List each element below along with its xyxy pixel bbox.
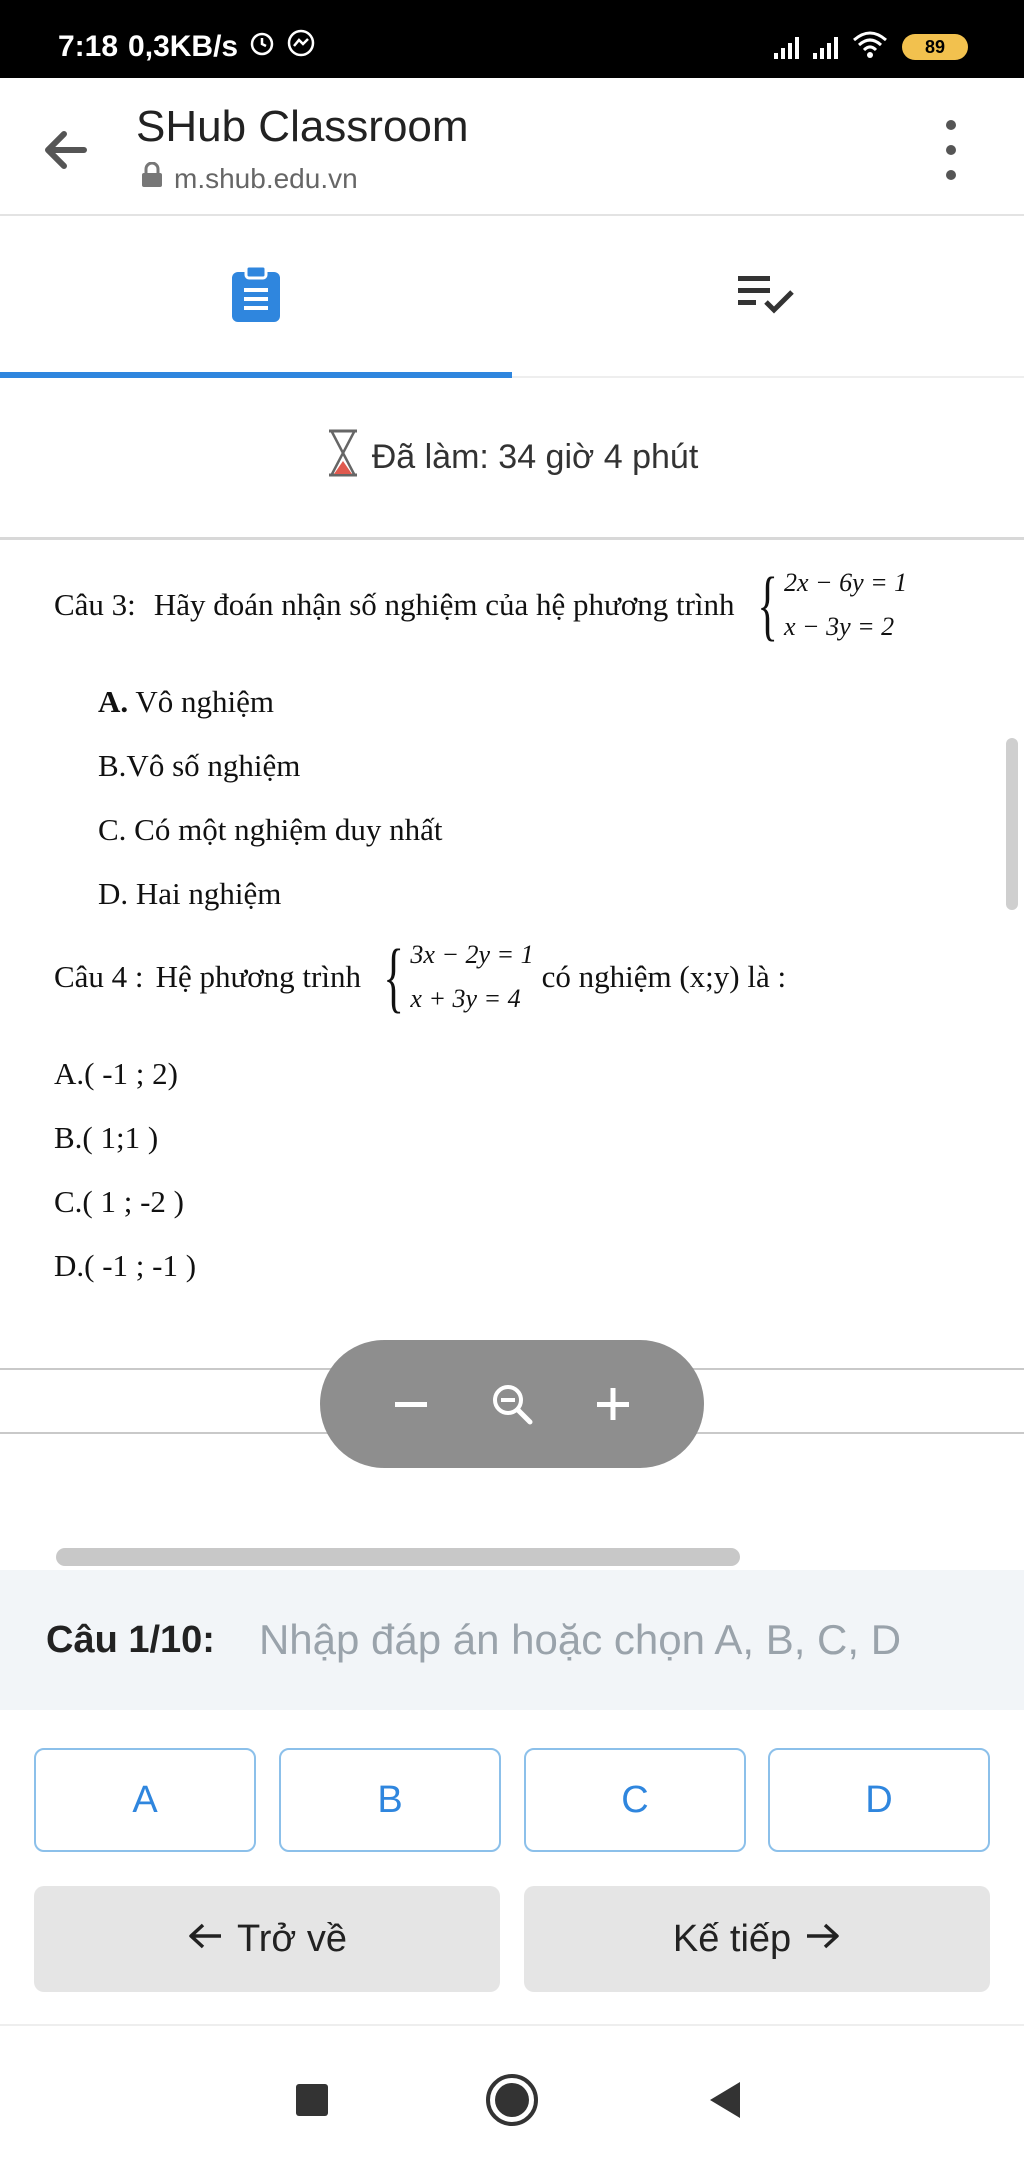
option-b: B.Vô số nghiệm bbox=[98, 748, 301, 783]
question-label: Câu 3: bbox=[54, 587, 136, 622]
option-text: Vô nghiệm bbox=[128, 684, 274, 719]
question-text: Hãy đoán nhận số nghiệm của hệ phương trình bbox=[153, 587, 735, 622]
horizontal-scrollbar[interactable] bbox=[56, 1548, 740, 1566]
choice-a-button[interactable]: A bbox=[34, 1748, 256, 1852]
choice-b-button[interactable]: B bbox=[279, 1748, 501, 1852]
question-3 bbox=[54, 561, 915, 649]
answer-input[interactable] bbox=[259, 1616, 999, 1664]
browser-header bbox=[0, 78, 1024, 216]
choice-d-button[interactable]: D bbox=[768, 1748, 990, 1852]
clipboard-icon bbox=[228, 264, 284, 329]
tab-answers[interactable] bbox=[512, 216, 1024, 376]
system-navigation-bar bbox=[0, 2024, 1024, 2162]
option-a: A.( -1 ; 2) bbox=[54, 1056, 178, 1091]
hourglass-icon bbox=[326, 429, 360, 486]
answer-bar bbox=[0, 1570, 1024, 1710]
question-suffix: có nghiệm (x;y) là : bbox=[541, 959, 787, 994]
option-a bbox=[98, 684, 274, 720]
zoom-out-button[interactable] bbox=[381, 1374, 441, 1434]
zoom-control bbox=[320, 1340, 704, 1468]
question-label: Câu 4 : bbox=[54, 959, 144, 994]
back-button-label: Trở về bbox=[236, 1917, 348, 1960]
messenger-icon bbox=[286, 28, 316, 66]
arrow-right-icon bbox=[803, 1918, 841, 1961]
question-counter: Câu 1/10: bbox=[46, 1618, 215, 1661]
question-4 bbox=[54, 933, 786, 1021]
elapsed-text: Đã làm: 34 giờ 4 phút bbox=[371, 438, 699, 476]
magnifier-icon bbox=[488, 1380, 536, 1428]
url-text: m.shub.edu.vn bbox=[174, 162, 358, 194]
question-text: Hệ phương trình bbox=[155, 959, 361, 994]
elapsed-timer bbox=[0, 378, 1024, 540]
equation-1: 2x − 6y = 1 bbox=[784, 568, 908, 597]
equation-2: x + 3y = 4 bbox=[410, 984, 521, 1013]
battery-icon: 89 bbox=[902, 34, 968, 60]
option-b: B.( 1;1 ) bbox=[54, 1120, 159, 1155]
system-back-icon[interactable] bbox=[694, 2070, 754, 2130]
plus-icon bbox=[593, 1384, 633, 1424]
option-c: C. Có một nghiệm duy nhất bbox=[98, 812, 443, 847]
more-options-icon[interactable] bbox=[936, 120, 966, 180]
status-bar bbox=[0, 0, 1024, 78]
next-button[interactable] bbox=[524, 1886, 990, 1992]
recents-icon[interactable] bbox=[282, 2070, 342, 2130]
option-d: D.( -1 ; -1 ) bbox=[54, 1248, 197, 1283]
signal-icon bbox=[813, 35, 838, 59]
zoom-reset-button[interactable] bbox=[482, 1374, 542, 1434]
minus-icon bbox=[391, 1384, 431, 1424]
site-url[interactable] bbox=[140, 162, 358, 195]
signal-icon bbox=[774, 35, 799, 59]
status-speed: 0,3KB/s bbox=[128, 30, 239, 63]
vertical-scrollbar[interactable] bbox=[1006, 738, 1018, 910]
next-button-label: Kế tiếp bbox=[672, 1917, 792, 1960]
site-title: SHub Classroom bbox=[136, 102, 469, 151]
equation-2: x − 3y = 2 bbox=[784, 612, 895, 641]
tab-assignment[interactable] bbox=[0, 216, 512, 376]
home-icon[interactable] bbox=[482, 2070, 542, 2130]
status-right bbox=[774, 30, 968, 63]
status-left bbox=[58, 28, 316, 66]
wifi-icon bbox=[852, 30, 888, 63]
choice-c-button[interactable]: C bbox=[524, 1748, 746, 1852]
back-button[interactable] bbox=[34, 1886, 500, 1992]
equation-1: 3x − 2y = 1 bbox=[410, 940, 534, 969]
alarm-icon bbox=[248, 29, 276, 65]
equation-system: { 3x − 2y = 1 x + 3y = 4 bbox=[383, 933, 534, 1020]
status-time: 7:18 bbox=[58, 30, 119, 63]
option-d: D. Hai nghiệm bbox=[98, 876, 282, 911]
equation-system: { 2x − 6y = 1 x − 3y = 2 bbox=[756, 561, 908, 648]
zoom-in-button[interactable] bbox=[583, 1374, 643, 1434]
option-c: C.( 1 ; -2 ) bbox=[54, 1184, 185, 1219]
tab-bar bbox=[0, 216, 1024, 378]
arrow-left-icon bbox=[187, 1918, 225, 1961]
back-arrow-icon[interactable] bbox=[36, 120, 96, 180]
option-letter: A. bbox=[98, 684, 129, 719]
lock-icon bbox=[140, 162, 164, 195]
checklist-icon bbox=[736, 272, 800, 321]
